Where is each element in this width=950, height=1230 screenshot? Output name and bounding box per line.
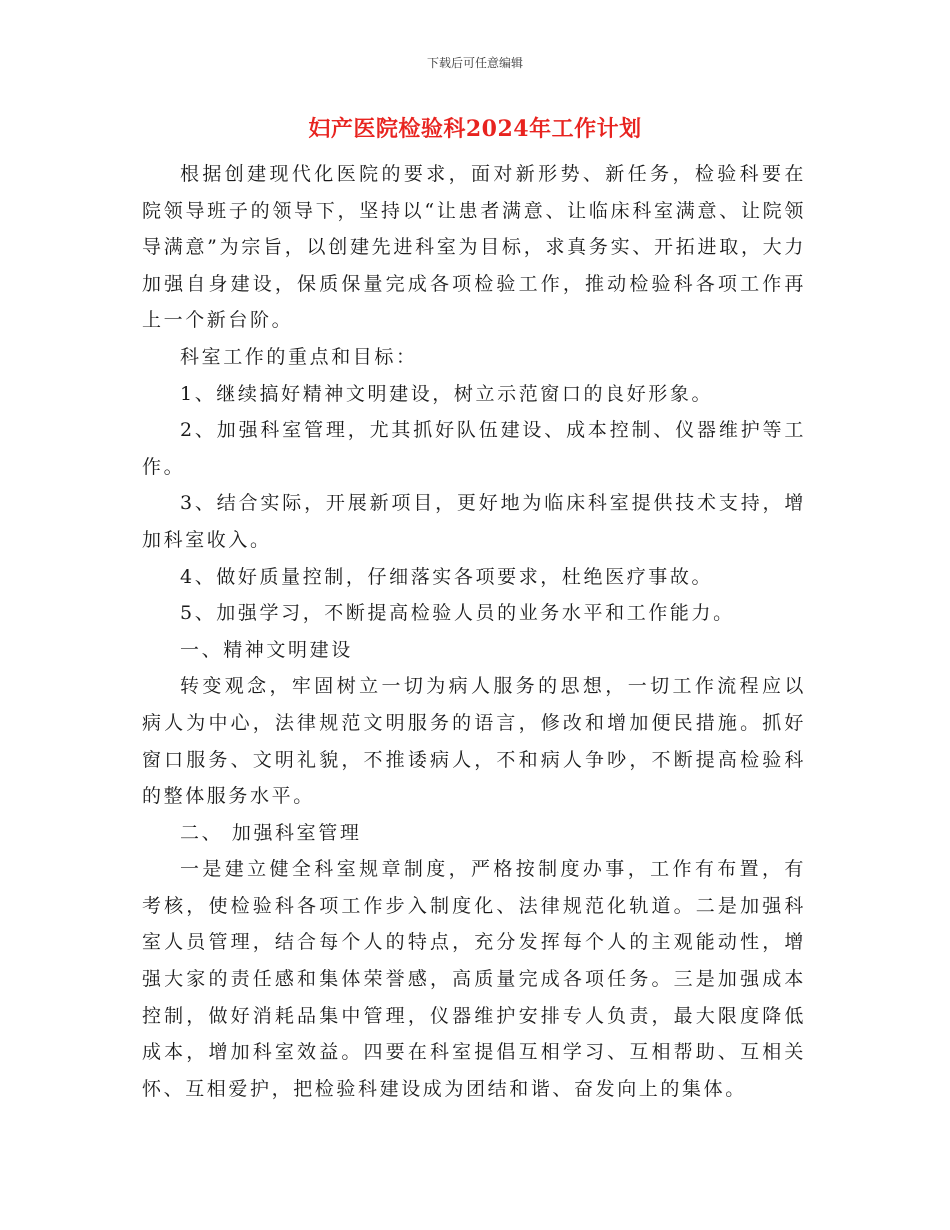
section-heading-2: 二、 加强科室管理 xyxy=(180,821,362,844)
page-header-note: 下载后可任意编辑 xyxy=(426,56,523,70)
paragraph-goal-3: 3、结合实际，开展新项目，更好地为临床科室提供技术支持，增加科室收入。 xyxy=(142,492,806,551)
paragraph-goal-2: 2、加强科室管理，尤其抓好队伍建设、成本控制、仪器维护等工作。 xyxy=(142,419,806,478)
document-body xyxy=(142,156,806,1107)
document-title: 妇产医院检验科2024年工作计划 xyxy=(308,116,642,142)
section-heading-1: 一、精神文明建设 xyxy=(180,638,353,661)
paragraph-intro: 根据创建现代化医院的要求，面对新形势、新任务，检验科要在院领导班子的领导下，坚持以“让患者满意、让临床科室满意、让院领导满意”为宗旨，以创建先进科室为目标，求真务实、开拓进取，大力加强自身建设，保质保量完成各项检验工作，推动检验科各项工作再上一个新台阶。 xyxy=(142,163,806,332)
paragraph-goal-4: 4、做好质量控制，仔细落实各项要求，杜绝医疗事故。 xyxy=(180,565,714,588)
paragraph-section-1: 转变观念，牢固树立一切为病人服务的思想，一切工作流程应以病人为中心，法律规范文明服务的语言，修改和增加便民措施。抓好窗口服务、文明礼貌，不推诿病人，不和病人争吵，不断提高检验科的整体服务水平。 xyxy=(142,675,806,808)
paragraph-goal-1: 1、继续搞好精神文明建设，树立示范窗口的良好形象。 xyxy=(180,382,714,405)
paragraph-goals-heading: 科室工作的重点和目标： xyxy=(180,345,418,368)
paragraph-goal-5: 5、加强学习，不断提高检验人员的业务水平和工作能力。 xyxy=(180,602,735,625)
paragraph-section-2: 一是建立健全科室规章制度，严格按制度办事，工作有布置，有考核，使检验科各项工作步入制度化、法律规范化轨道。二是加强科室人员管理，结合每个人的特点，充分发挥每个人的主观能动性，增强大家的责任感和集体荣誉感，高质量完成各项任务。三是加强成本控制，做好消耗品集中管理，仪器维护安排专人负责，最大限度降低成本，增加科室效益。四要在科室提倡互相学习、互相帮助、互相关怀、互相爱护，把检验科建设成为团结和谐、奋发向上的集体。 xyxy=(142,858,806,1100)
